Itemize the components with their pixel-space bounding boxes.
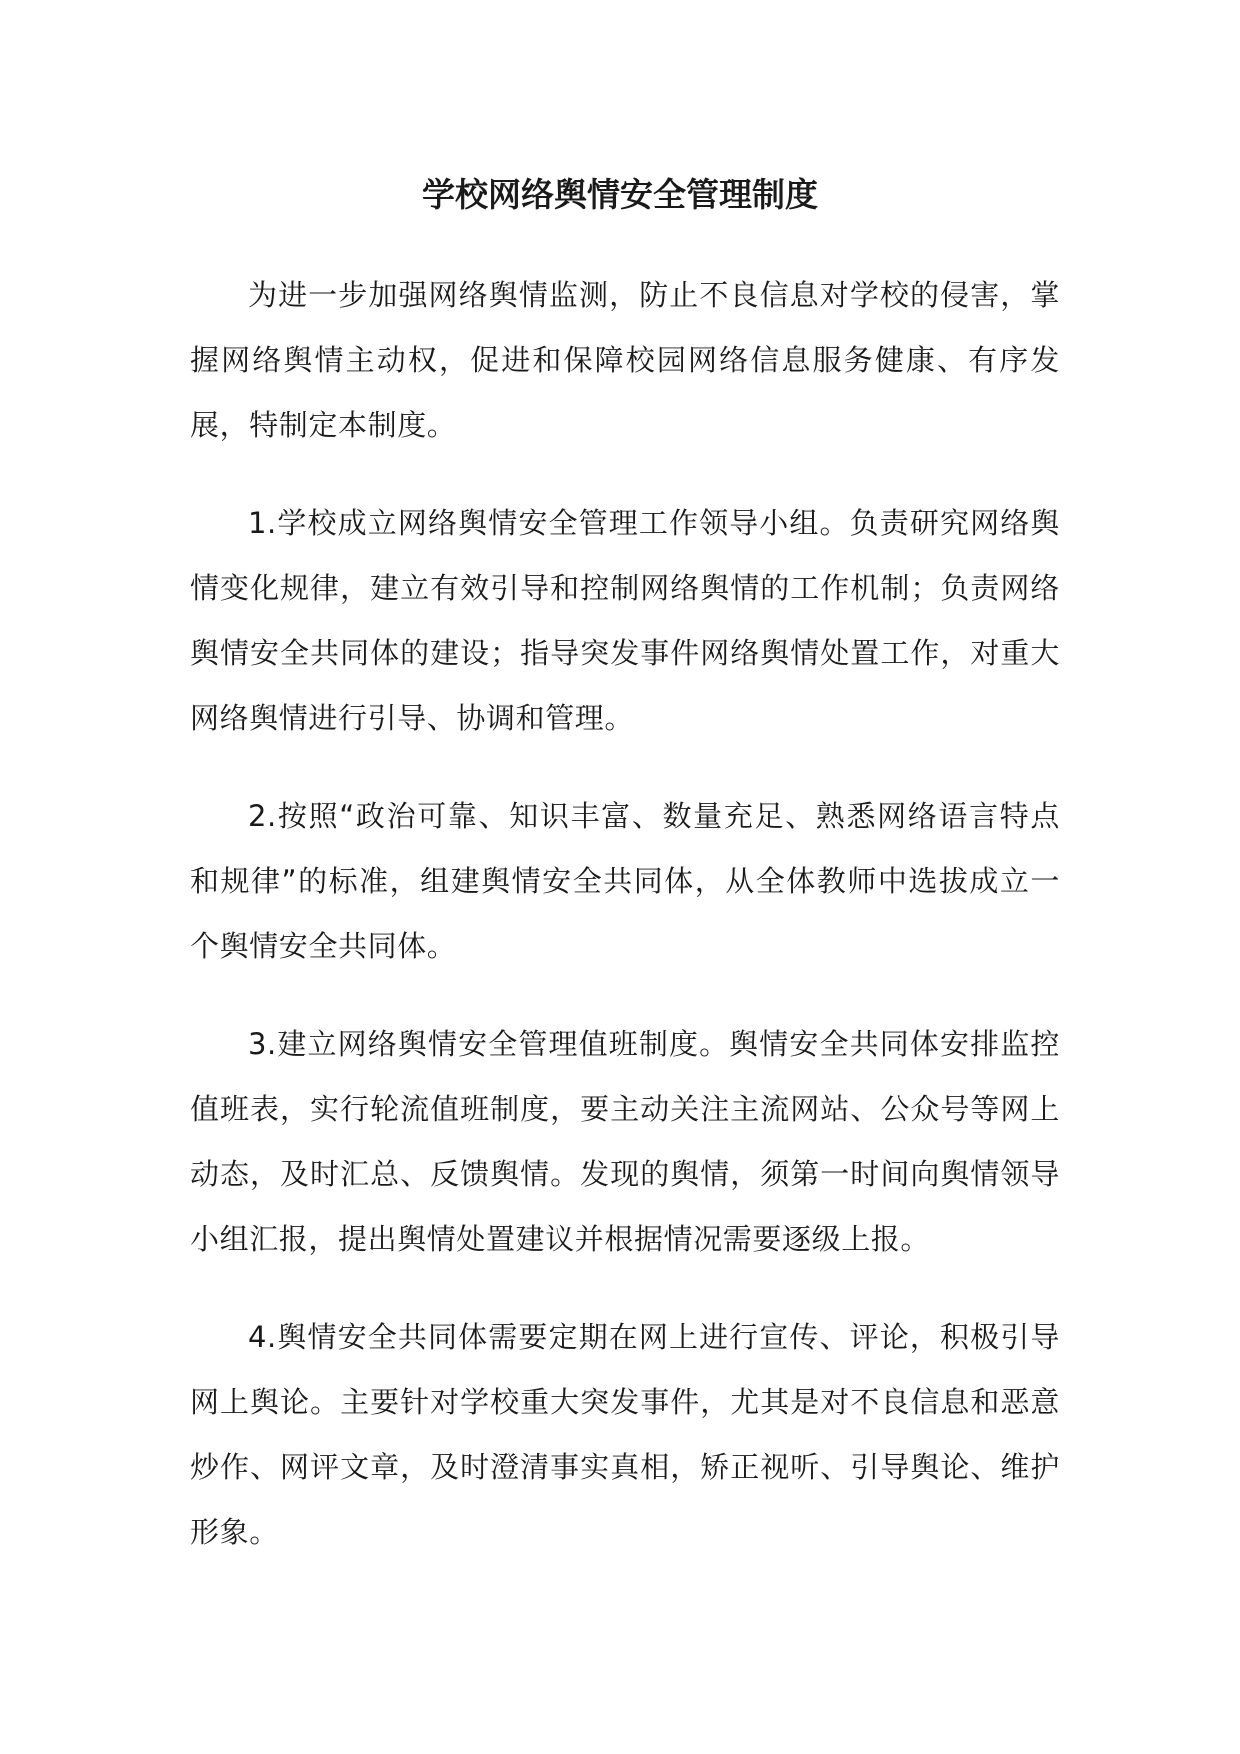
- clause-4-paragraph: 4.舆情安全共同体需要定期在网上进行宣传、评论，积极引导网上舆论。主要针对学校重大突发事件，尤其是对不良信息和恶意炒作、网评文章，及时澄清事实真相，矫正视听、引导舆论、维护形象。: [190, 1320, 1060, 1549]
- clause-1-paragraph: 1.学校成立网络舆情安全管理工作领导小组。负责研究网络舆情变化规律，建立有效引导和控制网络舆情的工作机制；负责网络舆情安全共同体的建设；指导突发事件网络舆情处置工作，对重大网络舆情进行引导、协调和管理。: [190, 506, 1060, 735]
- intro-paragraph: 为进一步加强网络舆情监测，防止不良信息对学校的侵害，掌握网络舆情主动权，促进和保障校园网络信息服务健康、有序发展，特制定本制度。: [190, 278, 1060, 442]
- document-body: [190, 263, 1060, 1598]
- clause-2-paragraph: 2.按照“政治可靠、知识丰富、数量充足、熟悉网络语言特点和规律”的标准，组建舆情安全共同体，从全体教师中选拔成立一个舆情安全共同体。: [190, 799, 1060, 963]
- document-title: 学校网络舆情安全管理制度: [422, 175, 818, 214]
- clause-3-paragraph: 3.建立网络舆情安全管理值班制度。舆情安全共同体安排监控值班表，实行轮流值班制度，要主动关注主流网站、公众号等网上动态，及时汇总、反馈舆情。发现的舆情，须第一时间向舆情领导小组汇报，提出舆情处置建议并根据情况需要逐级上报。: [190, 1027, 1060, 1256]
